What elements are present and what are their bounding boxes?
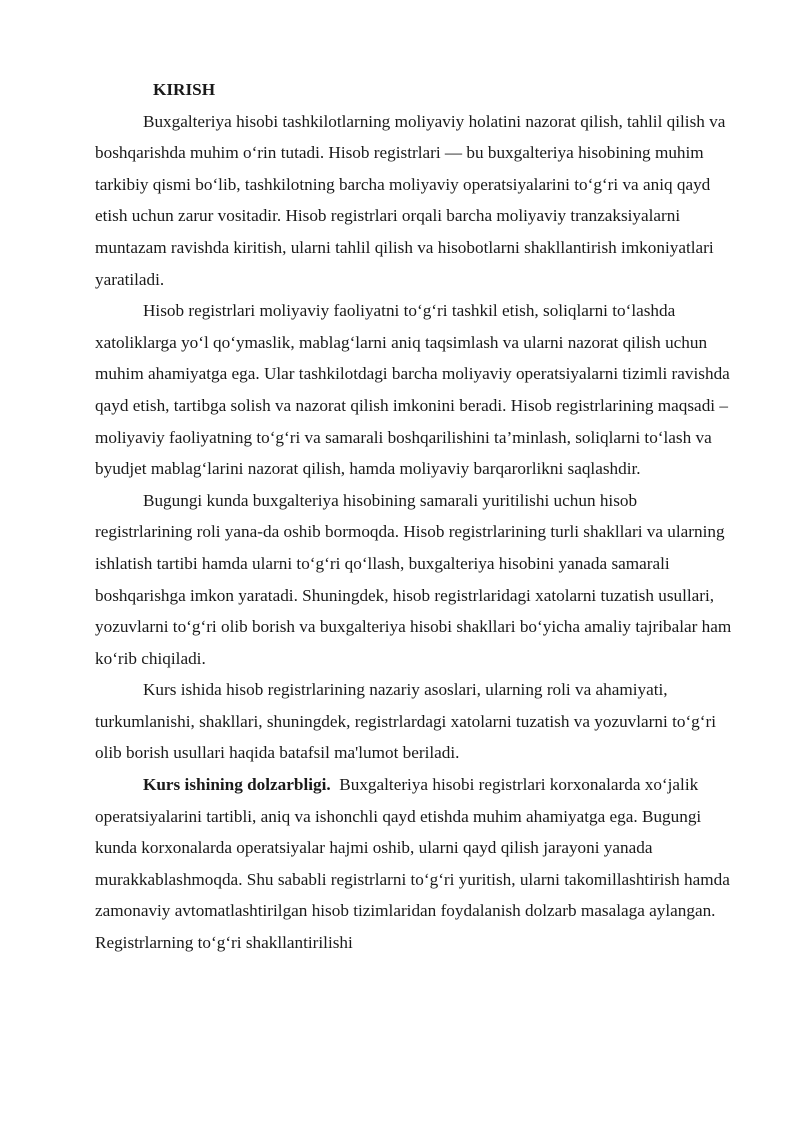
section-heading: KIRISH [153,80,216,99]
paragraph-course-content: Kurs ishida hisob registrlarining nazariy asoslari, ularning roli va ahamiyati, turkumlanishi, shakllari, shuningdek, registrlardagi xatolarni tuzatish va yozuvlarni to‘g‘ri olib borish usullari haqida batafsil ma'lumot beriladi. [95,680,716,763]
paragraph-registers-role: Hisob registrlari moliyaviy faoliyatni to‘g‘ri tashkil etish, soliqlarni to‘lashda xatoliklarga yo‘l qo‘ymaslik, mablag‘larni aniq taqsimlash va ularni nazorat qilish uchun muhim ahamiyatga ega. Ular tashkilotdagi barcha moliyaviy operatsiyalarni tizimli ravishda qayd etish, tartibga solish va nazorat qilish imkonini beradi. Hisob registrlarining maqsadi – moliyaviy faoliyatning to‘g‘ri va samarali boshqarilishini ta’minlash, soliqlarni to‘lash va byudjet mablag‘larini nazorat qilish, hamda moliyaviy barqarorlikni saqlashdir. [95,301,730,479]
document-page [95,74,735,959]
relevance-label: Kurs ishining dolzarbligi. [143,775,331,795]
relevance-text: Buxgalteriya hisobi registrlari korxonalarda xo‘jalik operatsiyalarini tartibli, aniq va ishonchli qayd etishda muhim ahamiyatga ega. Bugungi kunda korxonalarda operatsiyalar hajmi oshib, ularni qayd qilish jarayoni yanada murakkablashmoqda. Shu sababli registrlarni to‘g‘ri yuritish, ularni takomillashtirish hamda zamonaviy avtomatlashtirilgan hisob tizimlaridan foydalanish dolzarb masalaga aylangan. Registrlarning to‘g‘ri shakllantirilishi [95,775,730,953]
paragraph-intro: Buxgalteriya hisobi tashkilotlarning moliyaviy holatini nazorat qilish, tahlil qilish va boshqarishda muhim o‘rin tutadi. Hisob registrlari — bu buxgalteriya hisobining muhim tarkibiy qismi bo‘lib, tashkilotning barcha moliyaviy operatsiyalarini to‘g‘ri va aniq qayd etish uchun zarur vositadir. Hisob registrlari orqali barcha moliyaviy tranzaksiyalarni muntazam ravishda kiritish, ularni tahlil qilish va hisobotlarni shakllantirish imkoniyatlari yaratiladi. [95,111,726,289]
paragraph-today: Bugungi kunda buxgalteriya hisobining samarali yuritilishi uchun hisob registrlarining roli yana-da oshib bormoqda. Hisob registrlarining turli shakllari va ularning ishlatish tartibi hamda ularni to‘g‘ri qo‘llash, buxgalteriya hisobini yanada samarali boshqarishga imkon yaratadi. Shuningdek, hisob registrlaridagi xatolarni tuzatish usullari, yozuvlarni to‘g‘ri olib borish va buxgalteriya hisobi shakllari bo‘yicha amaliy tajribalar ham ko‘rib chiqiladi. [95,490,732,668]
paragraph-relevance [95,769,735,959]
